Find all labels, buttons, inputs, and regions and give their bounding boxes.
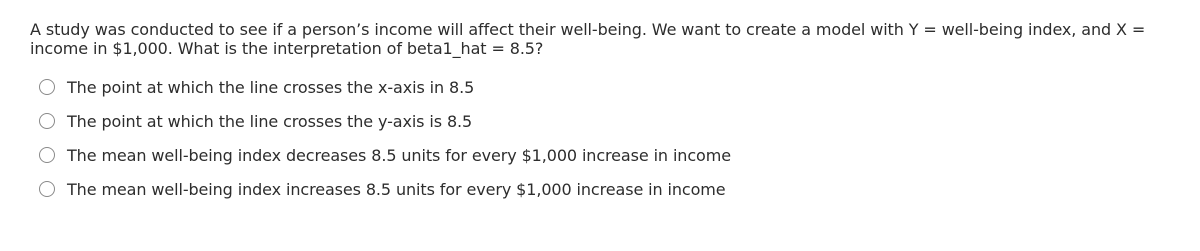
answer-options: [30, 70, 731, 206]
radio-button[interactable]: [39, 181, 55, 197]
question-block: [30, 20, 1180, 58]
option-label: The point at which the line crosses the y-axis is 8.5: [67, 111, 473, 131]
option-label: The mean well-being index increases 8.5 units for every $1,000 increase in income: [67, 179, 726, 199]
answer-option-4[interactable]: [30, 172, 731, 206]
option-label: The mean well-being index decreases 8.5 units for every $1,000 increase in income: [67, 145, 731, 165]
answer-option-1[interactable]: [30, 70, 731, 104]
radio-button[interactable]: [39, 79, 55, 95]
option-label: The point at which the line crosses the x-axis in 8.5: [67, 77, 475, 97]
radio-button[interactable]: [39, 113, 55, 129]
answer-option-2[interactable]: [30, 104, 731, 138]
radio-button[interactable]: [39, 147, 55, 163]
answer-option-3[interactable]: [30, 138, 731, 172]
question-prompt: A study was conducted to see if a person’s income will affect their well-being. We want to create a model with Y = well-being index, and X = income in $1,000. What is the interpretation of beta1_hat = 8.5?: [30, 20, 1146, 58]
